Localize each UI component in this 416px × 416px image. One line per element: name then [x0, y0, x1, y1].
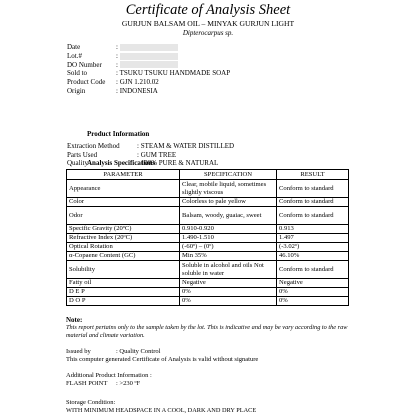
spec-cell: (-60º) – (0º) [180, 243, 277, 252]
spec-cell: Balsam, woody, guaiac, sweet [180, 207, 277, 225]
product-info-label: Extraction Method [67, 142, 120, 150]
generated-statement: This computer generated Certificate of Analysis is valid without signature [66, 356, 259, 363]
product-info-value: : GUM TREE [137, 150, 177, 159]
note-text: This report pertains only to the sample taken by the lot. This is indicative and may be vary according to the raw material and climate variation. [66, 324, 348, 339]
result-cell: 0.913 [277, 225, 349, 234]
parameter-cell: α-Copaene Content (GC) [67, 252, 180, 261]
parameter-cell: Specific Gravity (20ºC) [67, 225, 180, 234]
info-label: Product Code [67, 78, 106, 87]
result-cell: (-3.02º) [277, 243, 349, 252]
result-cell: Conform to standard [277, 261, 349, 279]
species-name: Dipterocarpus sp. [182, 29, 234, 37]
issued-by [66, 348, 161, 355]
storage-heading: Storage Condition: [66, 399, 116, 406]
info-value: : TSUKU TSUKU HANDMADE SOAP [116, 69, 231, 78]
table-row [67, 225, 349, 234]
result-cell: Negative [277, 279, 349, 288]
note-heading: Note: [66, 316, 83, 324]
spec-cell: 0.910-0.920 [180, 225, 277, 234]
table-header-row [67, 170, 349, 180]
result-cell: 46.10% [277, 252, 349, 261]
spec-cell: Clear, mobile liquid, sometimes slightly viscous [180, 180, 277, 198]
info-label: Origin [67, 86, 86, 95]
spec-cell: Soluble in alcohol and oils Not soluble in water [180, 261, 277, 279]
info-label: DO Number [67, 60, 102, 69]
parameter-cell: Optical Rotation [67, 243, 180, 252]
storage-text: WITH MINIMUM HEADSPACE IN A COOL, DARK AND DRY PLACE [66, 407, 257, 414]
product-info-label: Quality [67, 159, 88, 168]
spec-cell: Colorless to pale yellow [180, 198, 277, 207]
issued-value: : Quality Control [116, 348, 161, 355]
product-info-label: Parts Used [67, 150, 98, 159]
table-row [67, 279, 349, 288]
table-row [67, 261, 349, 279]
info-value: : [116, 52, 178, 61]
parameter-cell: Solubility [67, 261, 180, 279]
redacted-box [120, 44, 178, 51]
analysis-table [66, 169, 349, 306]
info-value: : [116, 61, 178, 70]
column-header: PARAMETER [67, 170, 180, 180]
column-header: RESULT [277, 170, 349, 180]
parameter-cell: Odor [67, 207, 180, 225]
info-value: : [116, 43, 178, 52]
spec-cell: 1.490-1.510 [180, 234, 277, 243]
column-header: SPECIFICATION [180, 170, 277, 180]
product-info-value: : STEAM & WATER DISTILLED [137, 142, 235, 150]
table-row [67, 198, 349, 207]
table-row [67, 207, 349, 225]
flash-point-label: FLASH POINT [66, 380, 108, 387]
redacted-box [120, 53, 178, 60]
table-row [67, 243, 349, 252]
spec-cell: Min 35% [180, 252, 277, 261]
parameter-cell: Color [67, 198, 180, 207]
product-subtitle: GURJUN BALSAM OIL – MINYAK GURJUN LIGHT [121, 19, 295, 28]
info-label: Date [67, 43, 81, 51]
parameter-cell: Appearance [67, 180, 180, 198]
document-title: Certificate of Analysis Sheet [125, 2, 291, 18]
table-row [67, 234, 349, 243]
info-value: : GJN 1.210.02 [116, 78, 159, 87]
info-label: Sold to [67, 69, 88, 78]
table-row [67, 297, 349, 306]
analysis-heading: Analysis Specifications [87, 159, 156, 167]
result-cell: Conform to standard [277, 180, 349, 198]
result-cell: 0% [277, 297, 349, 306]
parameter-cell: Fatty oil [67, 279, 180, 288]
parameter-cell: D E P [67, 288, 180, 297]
product-info-value: : 100% PURE & NATURAL [137, 159, 219, 168]
result-cell: Conform to standard [277, 207, 349, 225]
table-row [67, 288, 349, 297]
spec-cell: 0% [180, 288, 277, 297]
spec-cell: Negative [180, 279, 277, 288]
table-row [67, 180, 349, 198]
parameter-cell: D O P [67, 297, 180, 306]
result-cell: Conform to standard [277, 198, 349, 207]
info-value: : INDONESIA [116, 86, 158, 95]
info-label: Lot.# [67, 51, 82, 60]
additional-info-heading: Additional Product Information : [66, 372, 152, 379]
flash-point [66, 380, 141, 387]
table-row [67, 252, 349, 261]
spec-cell: 0% [180, 297, 277, 306]
result-cell: 1.497 [277, 234, 349, 243]
flash-point-value: : >230 ºF [116, 380, 141, 387]
parameter-cell: Refractive Index (20ºC) [67, 234, 180, 243]
issued-label: Issued by [66, 348, 91, 355]
product-info-heading: Product Information [87, 130, 150, 138]
redacted-box [120, 61, 178, 68]
result-cell: 0% [277, 288, 349, 297]
